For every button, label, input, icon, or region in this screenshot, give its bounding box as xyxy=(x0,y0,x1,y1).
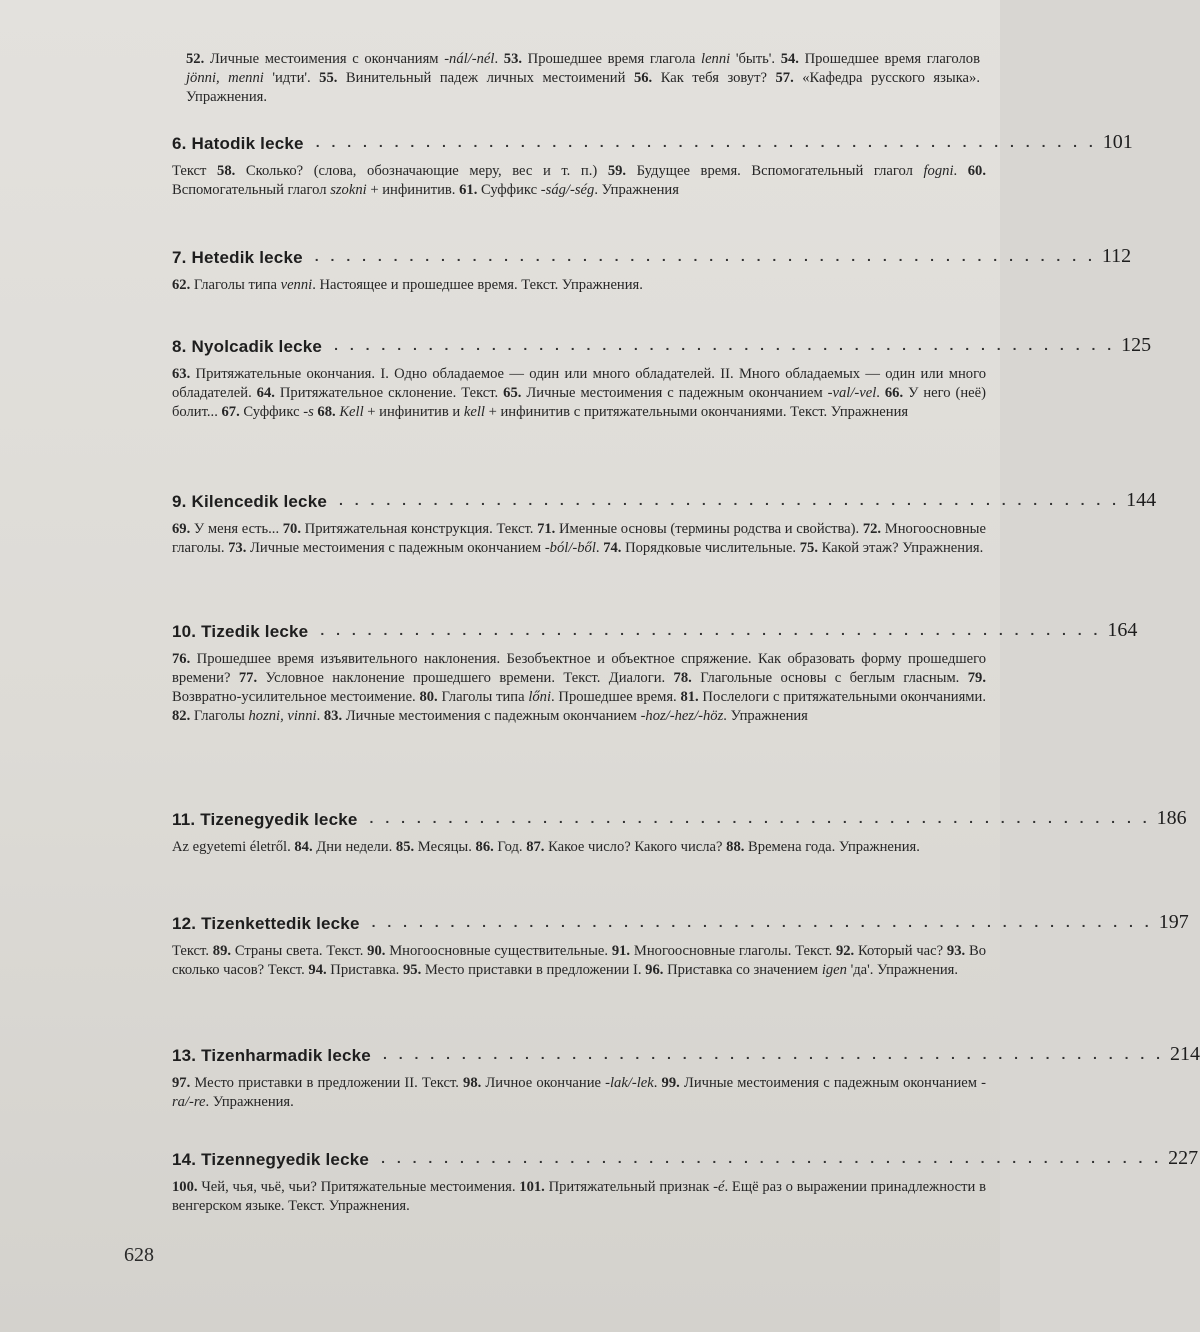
contents-text: . xyxy=(595,540,604,556)
contents-text: Будущее время. Вспомогательный глагол xyxy=(626,163,924,179)
section-number: 78. xyxy=(673,670,692,686)
contents-text: Личные местоимения с падежным окончанием xyxy=(342,708,641,724)
hungarian-term: -hoz/-hez/-höz xyxy=(640,708,724,724)
lesson-contents xyxy=(172,838,986,857)
dot-leader: . . . . . . . . . . . . . . . . . . . . . . . . . . . . . . . . . . . . . . . . . . . . . . . . . . xyxy=(314,248,1096,264)
contents-text: Притяжательный признак xyxy=(544,1179,714,1195)
page-number: 214 xyxy=(1170,1043,1200,1065)
section-number: 98. xyxy=(463,1075,482,1091)
dot-leader: . . . . . . . . . . . . . . . . . . . . . . . . . . . . . . . . . . . . . . . . . . . . . . . . . . xyxy=(320,622,1102,638)
hungarian-term: -nál/-nél xyxy=(444,51,495,67)
section-number: 73. xyxy=(228,540,247,556)
section-number: 59. xyxy=(607,163,627,179)
section-number: 81. xyxy=(680,689,699,705)
contents-text: Суффикс xyxy=(239,404,304,420)
contents-text: Az egyetemi életről. xyxy=(172,839,295,855)
page-number: 125 xyxy=(1121,334,1152,356)
section-number: 67. xyxy=(221,404,240,420)
hungarian-term: -ság/-ség xyxy=(540,182,595,198)
lesson-contents xyxy=(172,650,986,726)
contents-text: Прошедшее время глагола xyxy=(522,51,702,67)
contents-text: Личные местоимения с падежным окончанием xyxy=(521,385,828,401)
contents-text: . Прошедшее время. xyxy=(551,689,681,705)
lesson-contents xyxy=(172,942,986,980)
contents-text: «Кафедра русского языка». Упражнения. xyxy=(186,70,980,105)
section-number: 72. xyxy=(862,521,882,537)
contents-text: Многоосновные существительные. xyxy=(385,943,612,959)
contents-text: Год. xyxy=(493,839,527,855)
lesson-title: 11. Tizenegyedik lecke xyxy=(172,810,358,829)
section-number: 99. xyxy=(661,1075,680,1091)
contents-text: Какое число? Какого числа? xyxy=(544,839,727,855)
section-number: 69. xyxy=(172,521,191,537)
contents-text: Притяжательная конструкция. Текст. xyxy=(301,521,538,537)
contents-text: . Упражнения xyxy=(723,708,808,724)
contents-text: Месяцы. xyxy=(414,839,476,855)
hungarian-term: szokni xyxy=(330,182,367,198)
contents-text: Место приставки в предложении II. Текст. xyxy=(190,1075,464,1091)
contents-text: Какой этаж? Упражнения. xyxy=(817,540,984,556)
section-number: 97. xyxy=(172,1075,191,1091)
page-folio: 628 xyxy=(124,1244,154,1266)
dot-leader: . . . . . . . . . . . . . . . . . . . . . . . . . . . . . . . . . . . . . . . . . . . . . . . . . . xyxy=(369,810,1151,826)
section-number: 83. xyxy=(323,708,343,724)
contents-text: Приставка со значением xyxy=(663,962,822,978)
contents-text: + инфинитив с притяжательными окончаниями. Текст. Упражнения xyxy=(484,404,909,420)
dot-leader: . . . . . . . . . . . . . . . . . . . . . . . . . . . . . . . . . . . . . . . . . . . . . . . . . . xyxy=(334,337,1116,353)
lesson-contents xyxy=(172,365,986,422)
hungarian-term: kell xyxy=(463,404,485,420)
page-number: 112 xyxy=(1101,245,1132,267)
contents-text: . Ещё раз о выражении принадлежности в венгерском языке. Текст. Упражнения. xyxy=(172,1179,987,1214)
section-number: 61. xyxy=(459,182,478,198)
dot-leader: . . . . . . . . . . . . . . . . . . . . . . . . . . . . . . . . . . . . . . . . . . . . . . . . . . xyxy=(339,492,1121,508)
contents-text: Приставка. xyxy=(326,962,403,978)
contents-text: Место приставки в предложении I. xyxy=(421,962,646,978)
section-number: 100. xyxy=(172,1179,198,1195)
contents-text: Текст xyxy=(172,163,218,179)
contents-text: Сколько? (слова, обозначающие меру, вес и т. п.) xyxy=(235,163,608,179)
hungarian-term: Kell xyxy=(339,404,364,420)
section-number: 55. xyxy=(319,70,338,86)
section-number: 84. xyxy=(294,839,313,855)
section-number: 70. xyxy=(282,521,301,537)
hungarian-term: lőni xyxy=(528,689,552,705)
section-number: 62. xyxy=(172,277,191,293)
contents-text: Во сколько часов? Текст. xyxy=(172,943,986,978)
contents-text: Личные местоимения с падежным окончанием xyxy=(246,540,545,556)
contents-text: Притяжательное склонение. Текст. xyxy=(274,385,504,401)
toc-entry-13 xyxy=(172,1040,1200,1112)
section-number: 68. xyxy=(317,404,336,420)
contents-text: Глаголы xyxy=(190,708,249,724)
hungarian-term: -ból/-ből xyxy=(544,540,596,556)
lesson-title: 9. Kilencedik lecke xyxy=(172,492,327,511)
section-number: 66. xyxy=(884,385,904,401)
contents-text: Глаголы типа xyxy=(190,277,281,293)
page-number: 164 xyxy=(1107,619,1138,641)
hungarian-term: venni xyxy=(280,277,313,293)
contents-text: Текст. xyxy=(172,943,213,959)
lesson-title: 6. Hatodik lecke xyxy=(172,134,304,153)
section-number: 52. xyxy=(186,51,205,67)
section-number: 91. xyxy=(611,943,631,959)
contents-text: . xyxy=(653,1075,662,1091)
section-number: 76. xyxy=(172,651,191,667)
lesson-contents xyxy=(172,1074,986,1112)
page-number: 227 xyxy=(1168,1147,1199,1169)
section-number: 56. xyxy=(633,70,653,86)
section-number: 63. xyxy=(172,366,191,382)
contents-text: Возвратно-усилительное местоимение. xyxy=(172,689,420,705)
contents-text: Личное окончание xyxy=(481,1075,606,1091)
contents-text: Порядковые числительные. xyxy=(621,540,800,556)
contents-text: Притяжательные окончания. I. Одно обладаемое — один или много обладателей. II. Много обладаемых — один или много обладателей. xyxy=(172,366,986,401)
toc-entry-7 xyxy=(172,242,1132,295)
contents-text: 'быть'. xyxy=(730,51,781,67)
contents-text: Чей, чья, чьё, чьи? Притяжательные местоимения. xyxy=(197,1179,520,1195)
section-number: 94. xyxy=(308,962,327,978)
dot-leader: . . . . . . . . . . . . . . . . . . . . . . . . . . . . . . . . . . . . . . . . . . . . . . . . . . xyxy=(381,1150,1163,1166)
lesson-title: 7. Hetedik lecke xyxy=(172,248,303,267)
section-number: 86. xyxy=(475,839,494,855)
contents-text: У него (неё) болит... xyxy=(172,385,986,420)
section-number: 101. xyxy=(519,1179,545,1195)
toc-entry-9 xyxy=(172,486,1157,558)
contents-text: Именные основы (термины родства и свойства). xyxy=(555,521,863,537)
section-number: 85. xyxy=(395,839,415,855)
hungarian-term: lenni xyxy=(701,51,731,67)
section-number: 93. xyxy=(946,943,966,959)
lesson-contents xyxy=(172,1178,986,1216)
contents-text: . Упражнения xyxy=(594,182,679,198)
hungarian-term: fogni xyxy=(923,163,954,179)
hungarian-term: -é xyxy=(713,1179,725,1195)
toc-entry-10 xyxy=(172,616,1138,726)
dot-leader: . . . . . . . . . . . . . . . . . . . . . . . . . . . . . . . . . . . . . . . . . . . . . . . . . . xyxy=(371,914,1153,930)
section-number: 54. xyxy=(780,51,799,67)
contents-text: Условное наклонение прошедшего времени. Текст. Диалоги. xyxy=(257,670,674,686)
section-number: 82. xyxy=(172,708,191,724)
section-number: 79. xyxy=(967,670,986,686)
section-number: 88. xyxy=(726,839,745,855)
hungarian-term: -ra/-re xyxy=(172,1075,986,1110)
contents-text: + инфинитив. xyxy=(366,182,460,198)
lesson-contents xyxy=(172,162,986,200)
page-number: 186 xyxy=(1156,807,1187,829)
contents-text: Страны света. Текст. xyxy=(231,943,368,959)
section-number: 57. xyxy=(775,70,794,86)
section-number: 64. xyxy=(256,385,275,401)
toc-entry-12 xyxy=(172,908,1189,980)
contents-text: . Настоящее и прошедшее время. Текст. Упражнения. xyxy=(312,277,643,293)
section-number: 60. xyxy=(967,163,986,179)
section-number: 90. xyxy=(367,943,386,959)
section-number: 77. xyxy=(238,670,258,686)
lesson-contents xyxy=(172,520,986,558)
contents-text: Послелоги с притяжательными окончаниями. xyxy=(698,689,986,705)
contents-text: Суффикс xyxy=(477,182,541,198)
contents-text: Прошедшее время глаголов xyxy=(798,51,980,67)
lesson-title: 13. Tizenharmadik lecke xyxy=(172,1046,371,1065)
section-number: 96. xyxy=(645,962,664,978)
section-number: 87. xyxy=(526,839,545,855)
lesson-title: 8. Nyolcadik lecke xyxy=(172,337,323,356)
dot-leader: . . . . . . . . . . . . . . . . . . . . . . . . . . . . . . . . . . . . . . . . . . . . . . . . . . xyxy=(315,134,1097,150)
contents-text: Вспомогательный глагол xyxy=(172,182,331,198)
toc-entry-14 xyxy=(172,1144,1199,1216)
hungarian-term: -s xyxy=(303,404,314,420)
contents-text: . xyxy=(494,51,504,67)
contents-text: Многоосновные глаголы. Текст. xyxy=(630,943,836,959)
dot-leader: . . . . . . . . . . . . . . . . . . . . . . . . . . . . . . . . . . . . . . . . . . . . . . . . . . xyxy=(382,1046,1165,1062)
section-number: 58. xyxy=(217,163,236,179)
contents-text: 'да'. Упражнения. xyxy=(846,962,959,978)
contents-text: Глаголы типа xyxy=(437,689,529,705)
page-number: 101 xyxy=(1102,131,1133,153)
lesson-5-contents xyxy=(186,50,980,107)
section-number: 92. xyxy=(835,943,855,959)
hungarian-term: -val/-vel xyxy=(827,385,877,401)
contents-text: 'идти'. xyxy=(263,70,320,86)
contents-text: Времена года. Упражнения. xyxy=(744,839,920,855)
hungarian-term: igen xyxy=(821,962,847,978)
section-number: 65. xyxy=(503,385,522,401)
page-number: 144 xyxy=(1126,489,1157,511)
contents-text: . xyxy=(876,385,885,401)
contents-text: + инфинитив и xyxy=(363,404,464,420)
contents-text: Который час? xyxy=(854,943,947,959)
toc-entry-8 xyxy=(172,331,1152,422)
contents-text: У меня есть... xyxy=(190,521,283,537)
hungarian-term: hozni, vinni xyxy=(248,708,317,724)
contents-text: Личные местоимения с окончаниям xyxy=(204,51,445,67)
contents-text: . xyxy=(316,708,324,724)
section-number: 74. xyxy=(603,540,622,556)
toc-entry-11 xyxy=(172,804,1187,857)
contents-text: Винительный падеж личных местоимений xyxy=(337,70,634,86)
contents-text: Дни недели. xyxy=(312,839,396,855)
lesson-contents xyxy=(172,276,986,295)
section-number: 95. xyxy=(402,962,422,978)
section-number: 53. xyxy=(503,51,523,67)
toc-entry-6 xyxy=(172,128,1133,200)
lesson-title: 12. Tizenkettedik lecke xyxy=(172,914,360,933)
contents-text: . xyxy=(953,163,968,179)
hungarian-term: -lak/-lek xyxy=(605,1075,654,1091)
contents-text: . Упражнения. xyxy=(205,1094,294,1110)
contents-text: Как тебя зовут? xyxy=(652,70,776,86)
contents-text: Многоосновные глаголы. xyxy=(172,521,986,556)
lesson-title: 10. Tizedik lecke xyxy=(172,622,309,641)
page-number: 197 xyxy=(1158,911,1189,933)
section-number: 89. xyxy=(212,943,232,959)
section-number: 71. xyxy=(537,521,556,537)
section-number: 75. xyxy=(799,540,818,556)
lesson-title: 14. Tizennegyedik lecke xyxy=(172,1150,370,1169)
hungarian-term: jönni, menni xyxy=(186,70,264,86)
contents-text: Прошедшее время изъявительного наклонения. Безобъектное и объектное спряжение. Как образовать форму прошедшего времени? xyxy=(172,651,986,686)
section-number: 80. xyxy=(419,689,438,705)
contents-text: Глагольные основы с беглым гласным. xyxy=(691,670,968,686)
contents-text: Личные местоимения с падежным окончанием xyxy=(679,1075,982,1091)
